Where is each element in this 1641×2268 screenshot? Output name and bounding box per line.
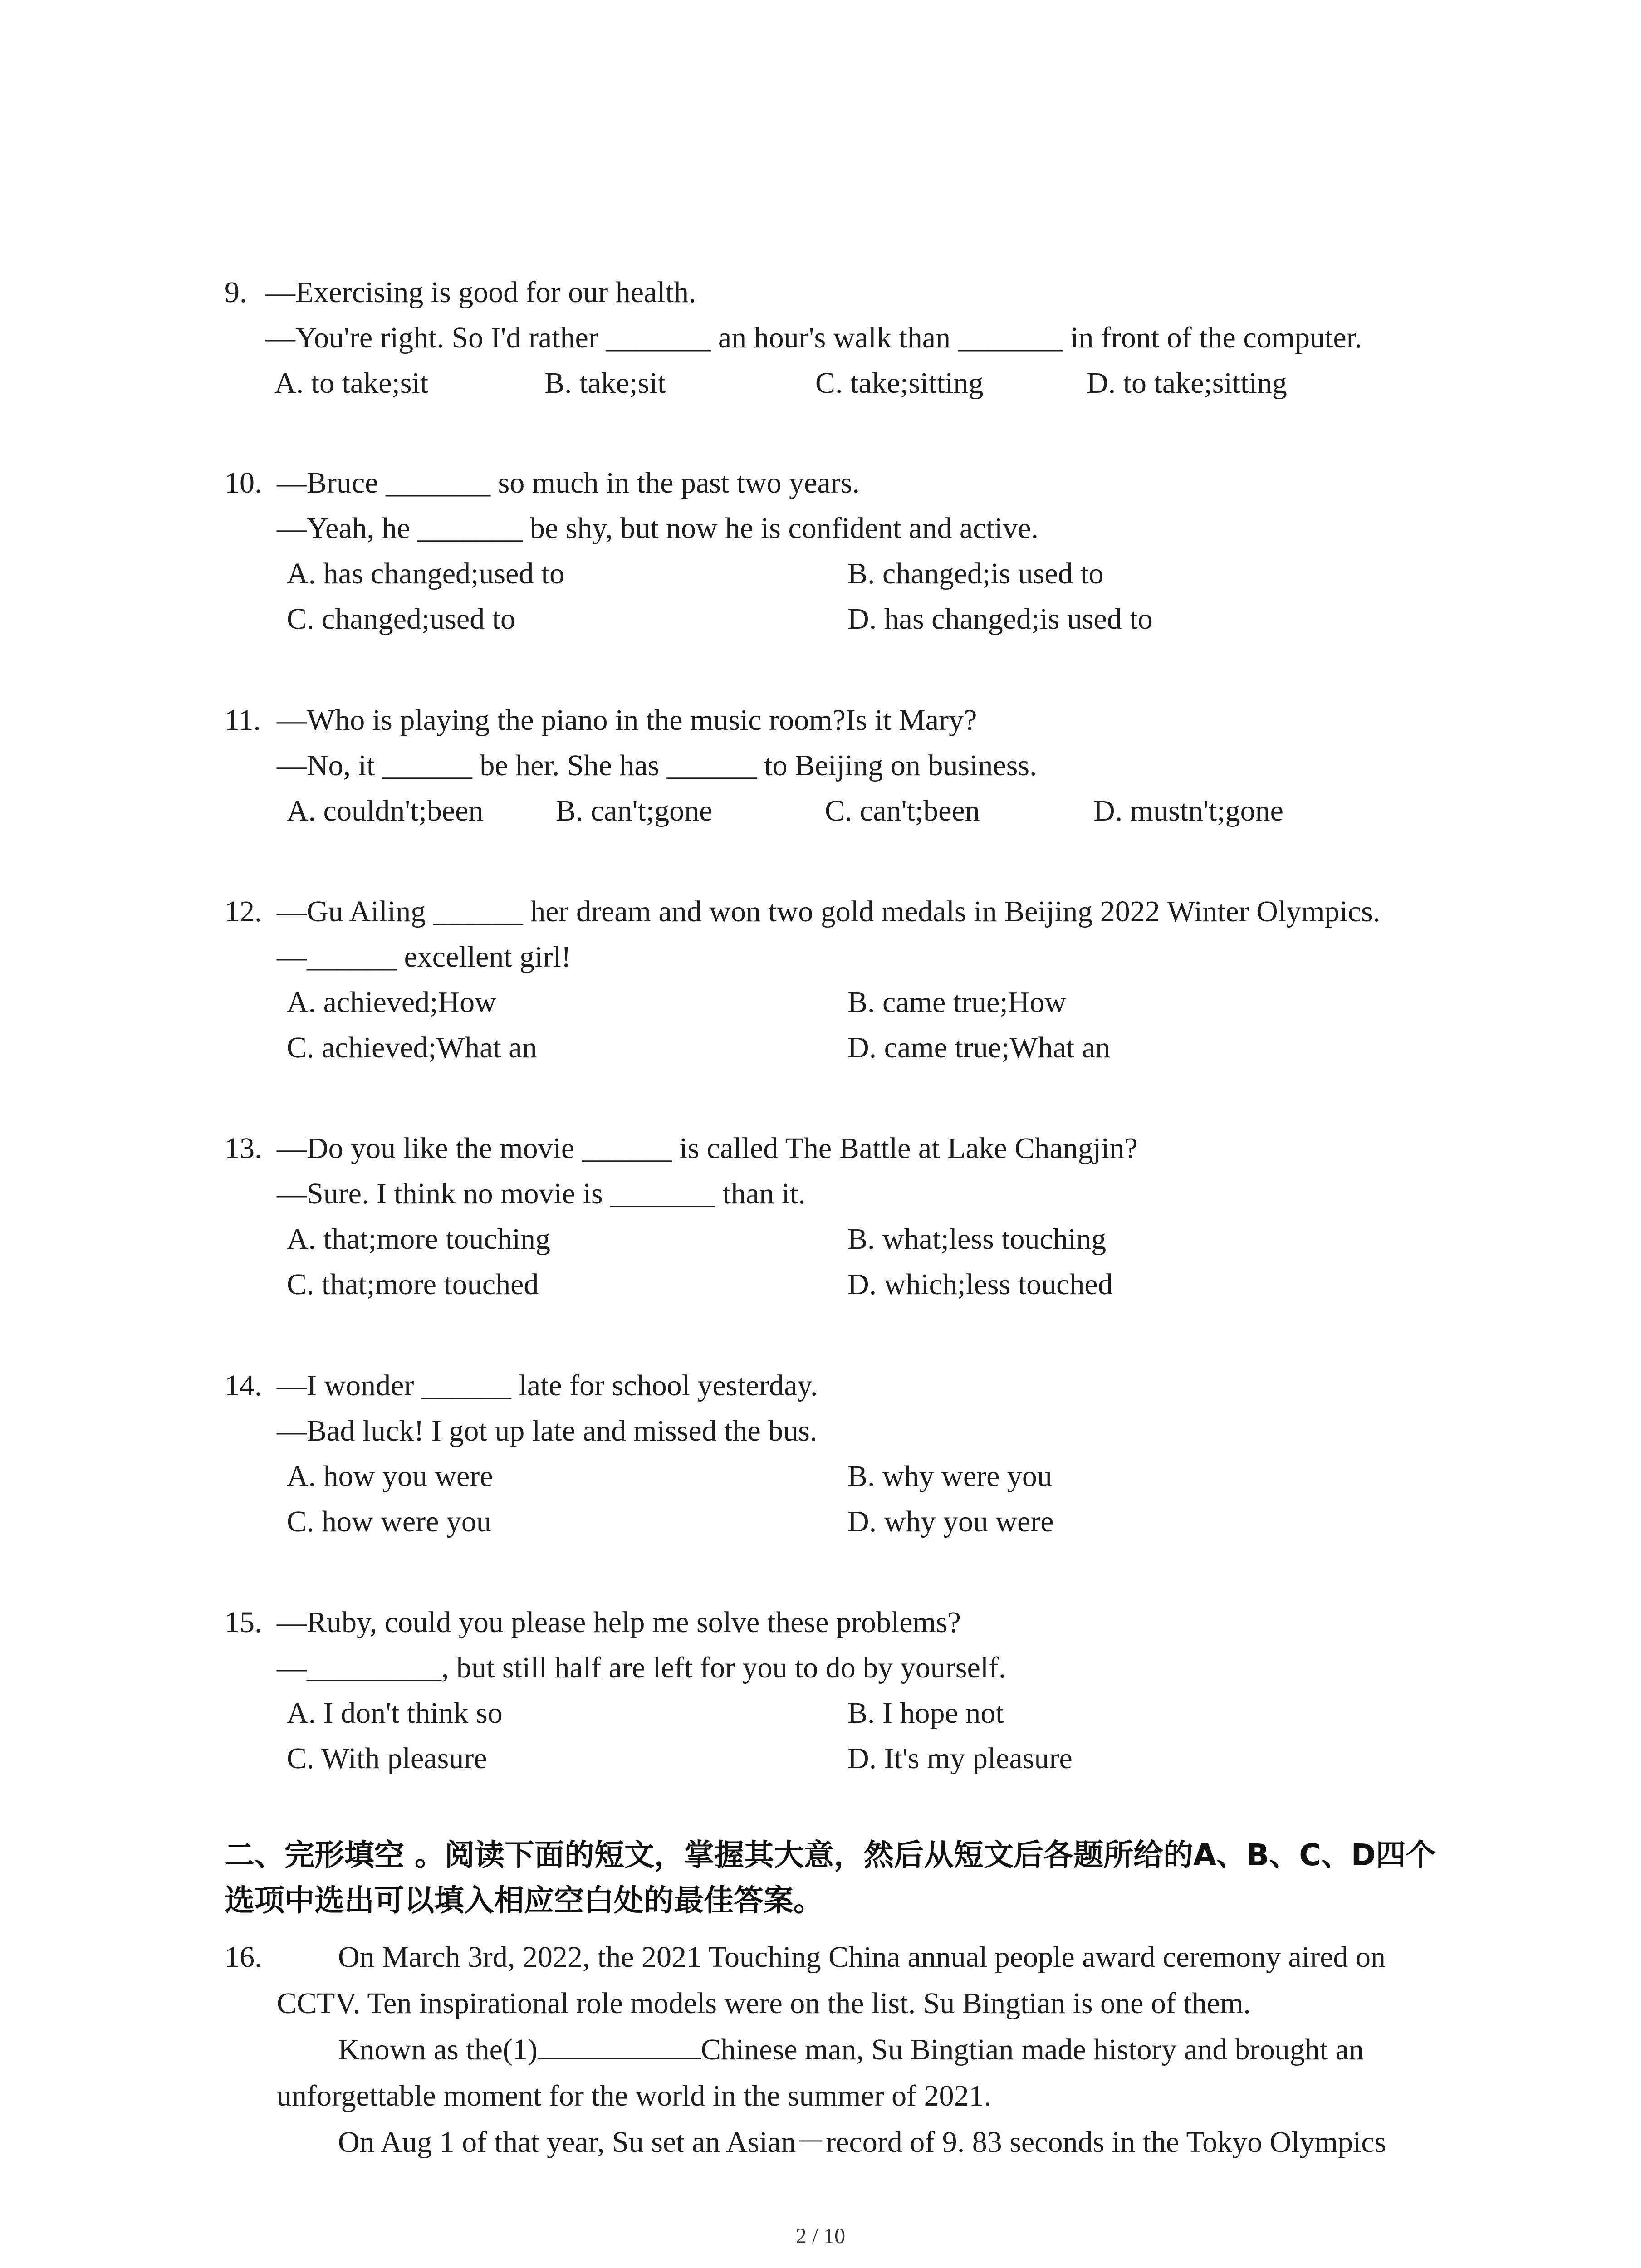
question-number: 9. <box>225 276 247 309</box>
option-b: B. changed;is used to <box>847 557 1104 590</box>
question-line: —No, it ______ be her. She has ______ to Beijing on business. <box>277 749 1037 782</box>
question-line: —Ruby, could you please help me solve these problems? <box>277 1606 961 1639</box>
question-line: —Bruce _______ so much in the past two years. <box>277 466 860 499</box>
option-c: C. take;sitting <box>815 367 984 400</box>
option-b: B. take;sit <box>544 367 666 400</box>
section-heading-line: 二、完形填空 。阅读下面的短文，掌握其大意，然后从短文后各题所给的A、B、C、D四个 <box>225 1838 1436 1872</box>
option-b: B. can't;gone <box>556 794 713 827</box>
question-number: 16. <box>225 1941 262 1974</box>
question-line: —______ excellent girl! <box>277 940 571 973</box>
question-line: —Who is playing the piano in the music room?Is it Mary? <box>277 704 977 737</box>
option-a: A. has changed;used to <box>287 557 565 590</box>
page-indicator: 2 / 10 <box>795 2224 846 2248</box>
option-d: D. mustn't;gone <box>1093 794 1283 827</box>
question-number: 14. <box>225 1369 262 1402</box>
question-line: —_________, but still half are left for you to do by yourself. <box>277 1651 1006 1684</box>
question-line: —Exercising is good for our health. <box>265 276 696 309</box>
option-a: A. couldn't;been <box>287 794 484 827</box>
question-number: 15. <box>225 1606 262 1639</box>
option-d: D. why you were <box>847 1505 1054 1538</box>
question-number: 13. <box>225 1132 262 1165</box>
option-a: A. that;more touching <box>287 1222 551 1256</box>
question-line: —Bad luck! I got up late and missed the bus. <box>277 1414 818 1447</box>
passage-line <box>338 2027 1364 2073</box>
option-b: B. came true;How <box>847 986 1067 1019</box>
question-line: —Do you like the movie ______ is called The Battle at Lake Changjin? <box>277 1132 1138 1165</box>
question-number: 11. <box>225 704 261 737</box>
blank-1[interactable] <box>538 2031 701 2059</box>
option-b: B. I hope not <box>847 1696 1004 1730</box>
option-c: C. achieved;What an <box>287 1031 537 1064</box>
question-line: —Sure. I think no movie is _______ than it. <box>277 1177 806 1210</box>
section-heading <box>225 1833 1450 1923</box>
option-c: C. With pleasure <box>287 1742 487 1775</box>
option-d: D. which;less touched <box>847 1268 1113 1301</box>
passage-text: Known as the(1) <box>338 2033 538 2066</box>
option-d: D. It's my pleasure <box>847 1742 1073 1775</box>
passage-line: On Aug 1 of that year, Su set an Asian－record of 9. 83 seconds in the Tokyo Olympics <box>338 2126 1386 2159</box>
section-heading-line: 选项中选出可以填入相应空白处的最佳答案。 <box>225 1883 823 1918</box>
passage-line: On March 3rd, 2022, the 2021 Touching China annual people award ceremony aired on <box>338 1941 1386 1974</box>
option-c: C. can't;been <box>825 794 980 827</box>
question-line: —Gu Ailing ______ her dream and won two gold medals in Beijing 2022 Winter Olympics. <box>277 895 1381 928</box>
passage-text: Chinese man, Su Bingtian made history and brought an <box>700 2033 1364 2066</box>
passage-line: unforgettable moment for the world in the summer of 2021. <box>277 2079 992 2112</box>
option-a: A. achieved;How <box>287 986 496 1019</box>
option-d: D. has changed;is used to <box>847 602 1153 635</box>
question-line: —Yeah, he _______ be shy, but now he is confident and active. <box>277 512 1039 545</box>
option-a: A. I don't think so <box>287 1696 503 1730</box>
option-a: A. to take;sit <box>274 367 429 400</box>
option-c: C. how were you <box>287 1505 491 1538</box>
option-b: B. what;less touching <box>847 1222 1107 1256</box>
option-d: D. to take;sitting <box>1087 367 1287 400</box>
option-a: A. how you were <box>287 1460 493 1493</box>
question-number: 10. <box>225 466 262 499</box>
question-line: —You're right. So I'd rather _______ an hour's walk than _______ in front of the computer. <box>265 321 1362 354</box>
option-c: C. that;more touched <box>287 1268 539 1301</box>
question-number: 12. <box>225 895 262 928</box>
option-b: B. why were you <box>847 1460 1052 1493</box>
passage-line: CCTV. Ten inspirational role models were on the list. Su Bingtian is one of them. <box>277 1987 1251 2020</box>
option-c: C. changed;used to <box>287 602 516 635</box>
question-line: —I wonder ______ late for school yesterday. <box>277 1369 818 1402</box>
option-d: D. came true;What an <box>847 1031 1111 1064</box>
